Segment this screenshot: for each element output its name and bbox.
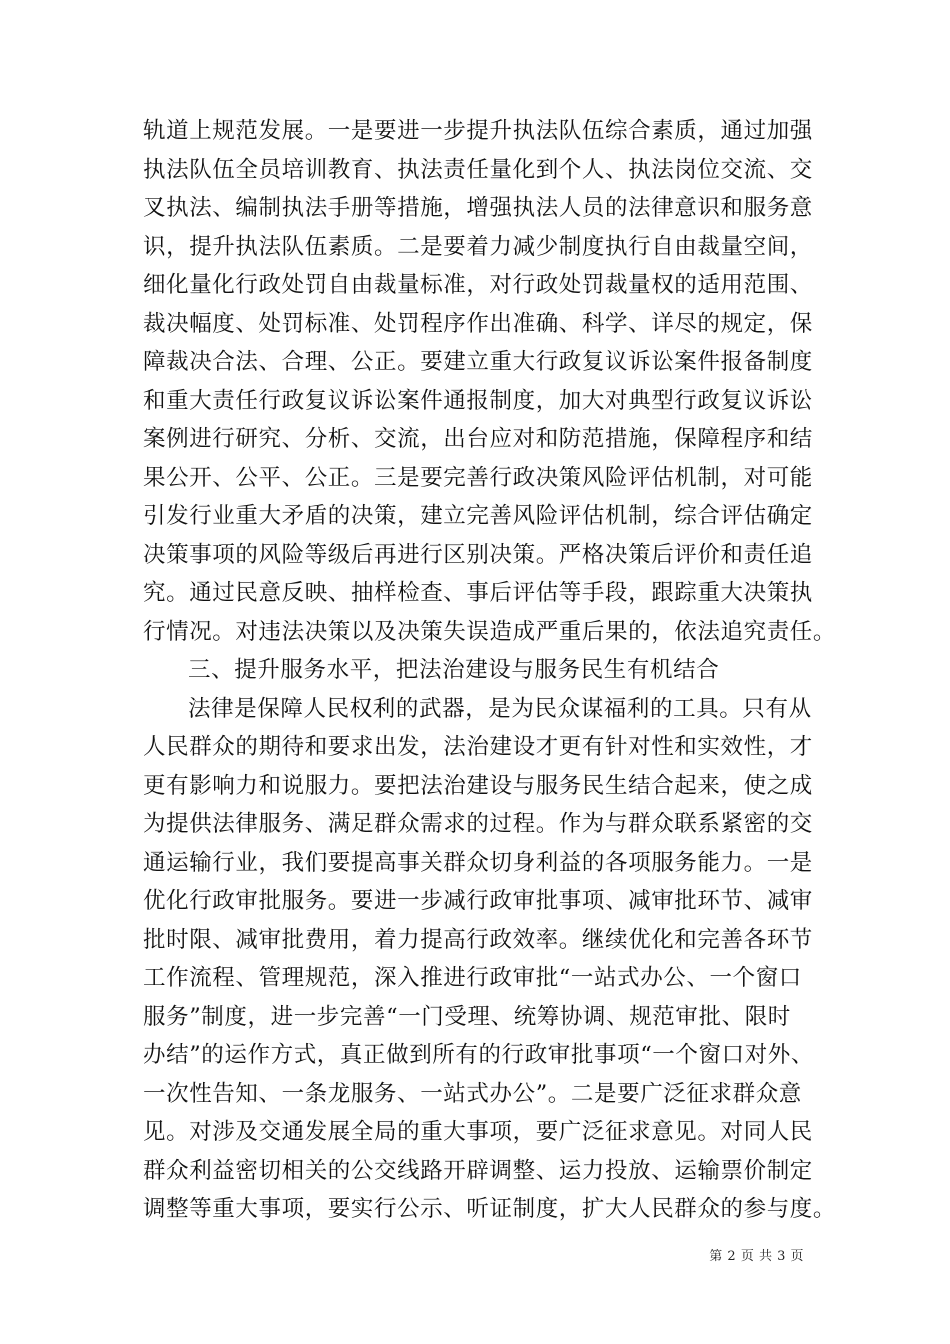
text-line: 果公开、公平、公正。三是要完善行政决策风险评估机制，对可能	[143, 464, 813, 491]
text-line: 调整等重大事项，要实行公示、听证制度，扩大人民群众的参与度。	[143, 1196, 837, 1222]
text-line: 更有影响力和说服力。要把法治建设与服务民生结合起来，使之成	[143, 772, 813, 799]
text-line: 办结”的运作方式，真正做到所有的行政审批事项“一个窗口对外、	[143, 1042, 815, 1068]
text-line: 障裁决合法、合理、公正。要建立重大行政复议诉讼案件报备制度	[143, 349, 813, 375]
text-line: 细化量化行政处罚自由裁量标准，对行政处罚裁量权的适用范围、	[143, 272, 813, 298]
text-line: 案例进行研究、分析、交流，出台应对和防范措施，保障程序和结	[143, 426, 813, 452]
section-heading: 三、提升服务水平，把法治建设与服务民生有机结合	[188, 657, 720, 683]
body-text	[143, 112, 837, 1229]
text-line: 执法队伍全员培训教育、执法责任量化到个人、执法岗位交流、交	[143, 156, 813, 183]
text-line: 通运输行业，我们要提高事关群众切身利益的各项服务能力。一是	[143, 849, 813, 876]
text-line: 行情况。对违法决策以及决策失误造成严重后果的，依法追究责任。	[143, 618, 837, 645]
text-line: 法律是保障人民权利的武器，是为民众谋福利的工具。只有从	[188, 695, 812, 722]
text-line: 为提供法律服务、满足群众需求的过程。作为与群众联系紧密的交	[143, 811, 813, 837]
text-line: 叉执法、编制执法手册等措施，增强执法人员的法律意识和服务意	[143, 195, 813, 221]
text-line: 究。通过民意反映、抽样检查、事后评估等手段，跟踪重大决策执	[143, 580, 813, 606]
text-line: 批时限、减审批费用，着力提高行政效率。继续优化和完善各环节	[143, 926, 813, 953]
text-line: 裁决幅度、处罚标准、处罚程序作出准确、科学、详尽的规定，保	[143, 310, 813, 337]
text-line: 引发行业重大矛盾的决策，建立完善风险评估机制，综合评估确定	[143, 503, 813, 529]
text-line: 工作流程、管理规范，深入推进行政审批“一站式办公、一个窗口	[143, 965, 802, 991]
text-line: 轨道上规范发展。一是要进一步提升执法队伍综合素质，通过加强	[143, 118, 813, 144]
text-line: 和重大责任行政复议诉讼案件通报制度，加大对典型行政复议诉讼	[143, 387, 813, 414]
text-line: 决策事项的风险等级后再进行区别决策。严格决策后评价和责任追	[143, 541, 813, 568]
text-line: 一次性告知、一条龙服务、一站式办公”。二是要广泛征求群众意	[143, 1080, 802, 1107]
text-line: 群众利益密切相关的公交线路开辟调整、运力投放、运输票价制定	[143, 1157, 813, 1184]
text-line: 识，提升执法队伍素质。二是要着力减少制度执行自由裁量空间，	[143, 233, 813, 260]
text-line: 优化行政审批服务。要进一步减行政审批事项、减审批环节、减审	[143, 888, 813, 914]
text-line: 见。对涉及交通发展全局的重大事项，要广泛征求意见。对同人民	[143, 1119, 813, 1145]
page-footer: 第 2 页 共 3 页	[709, 1249, 804, 1264]
text-line: 服务”制度，进一步完善“一门受理、统筹协调、规范审批、限时	[143, 1003, 791, 1030]
text-line: 人民群众的期待和要求出发，法治建设才更有针对性和实效性，才	[143, 734, 813, 760]
